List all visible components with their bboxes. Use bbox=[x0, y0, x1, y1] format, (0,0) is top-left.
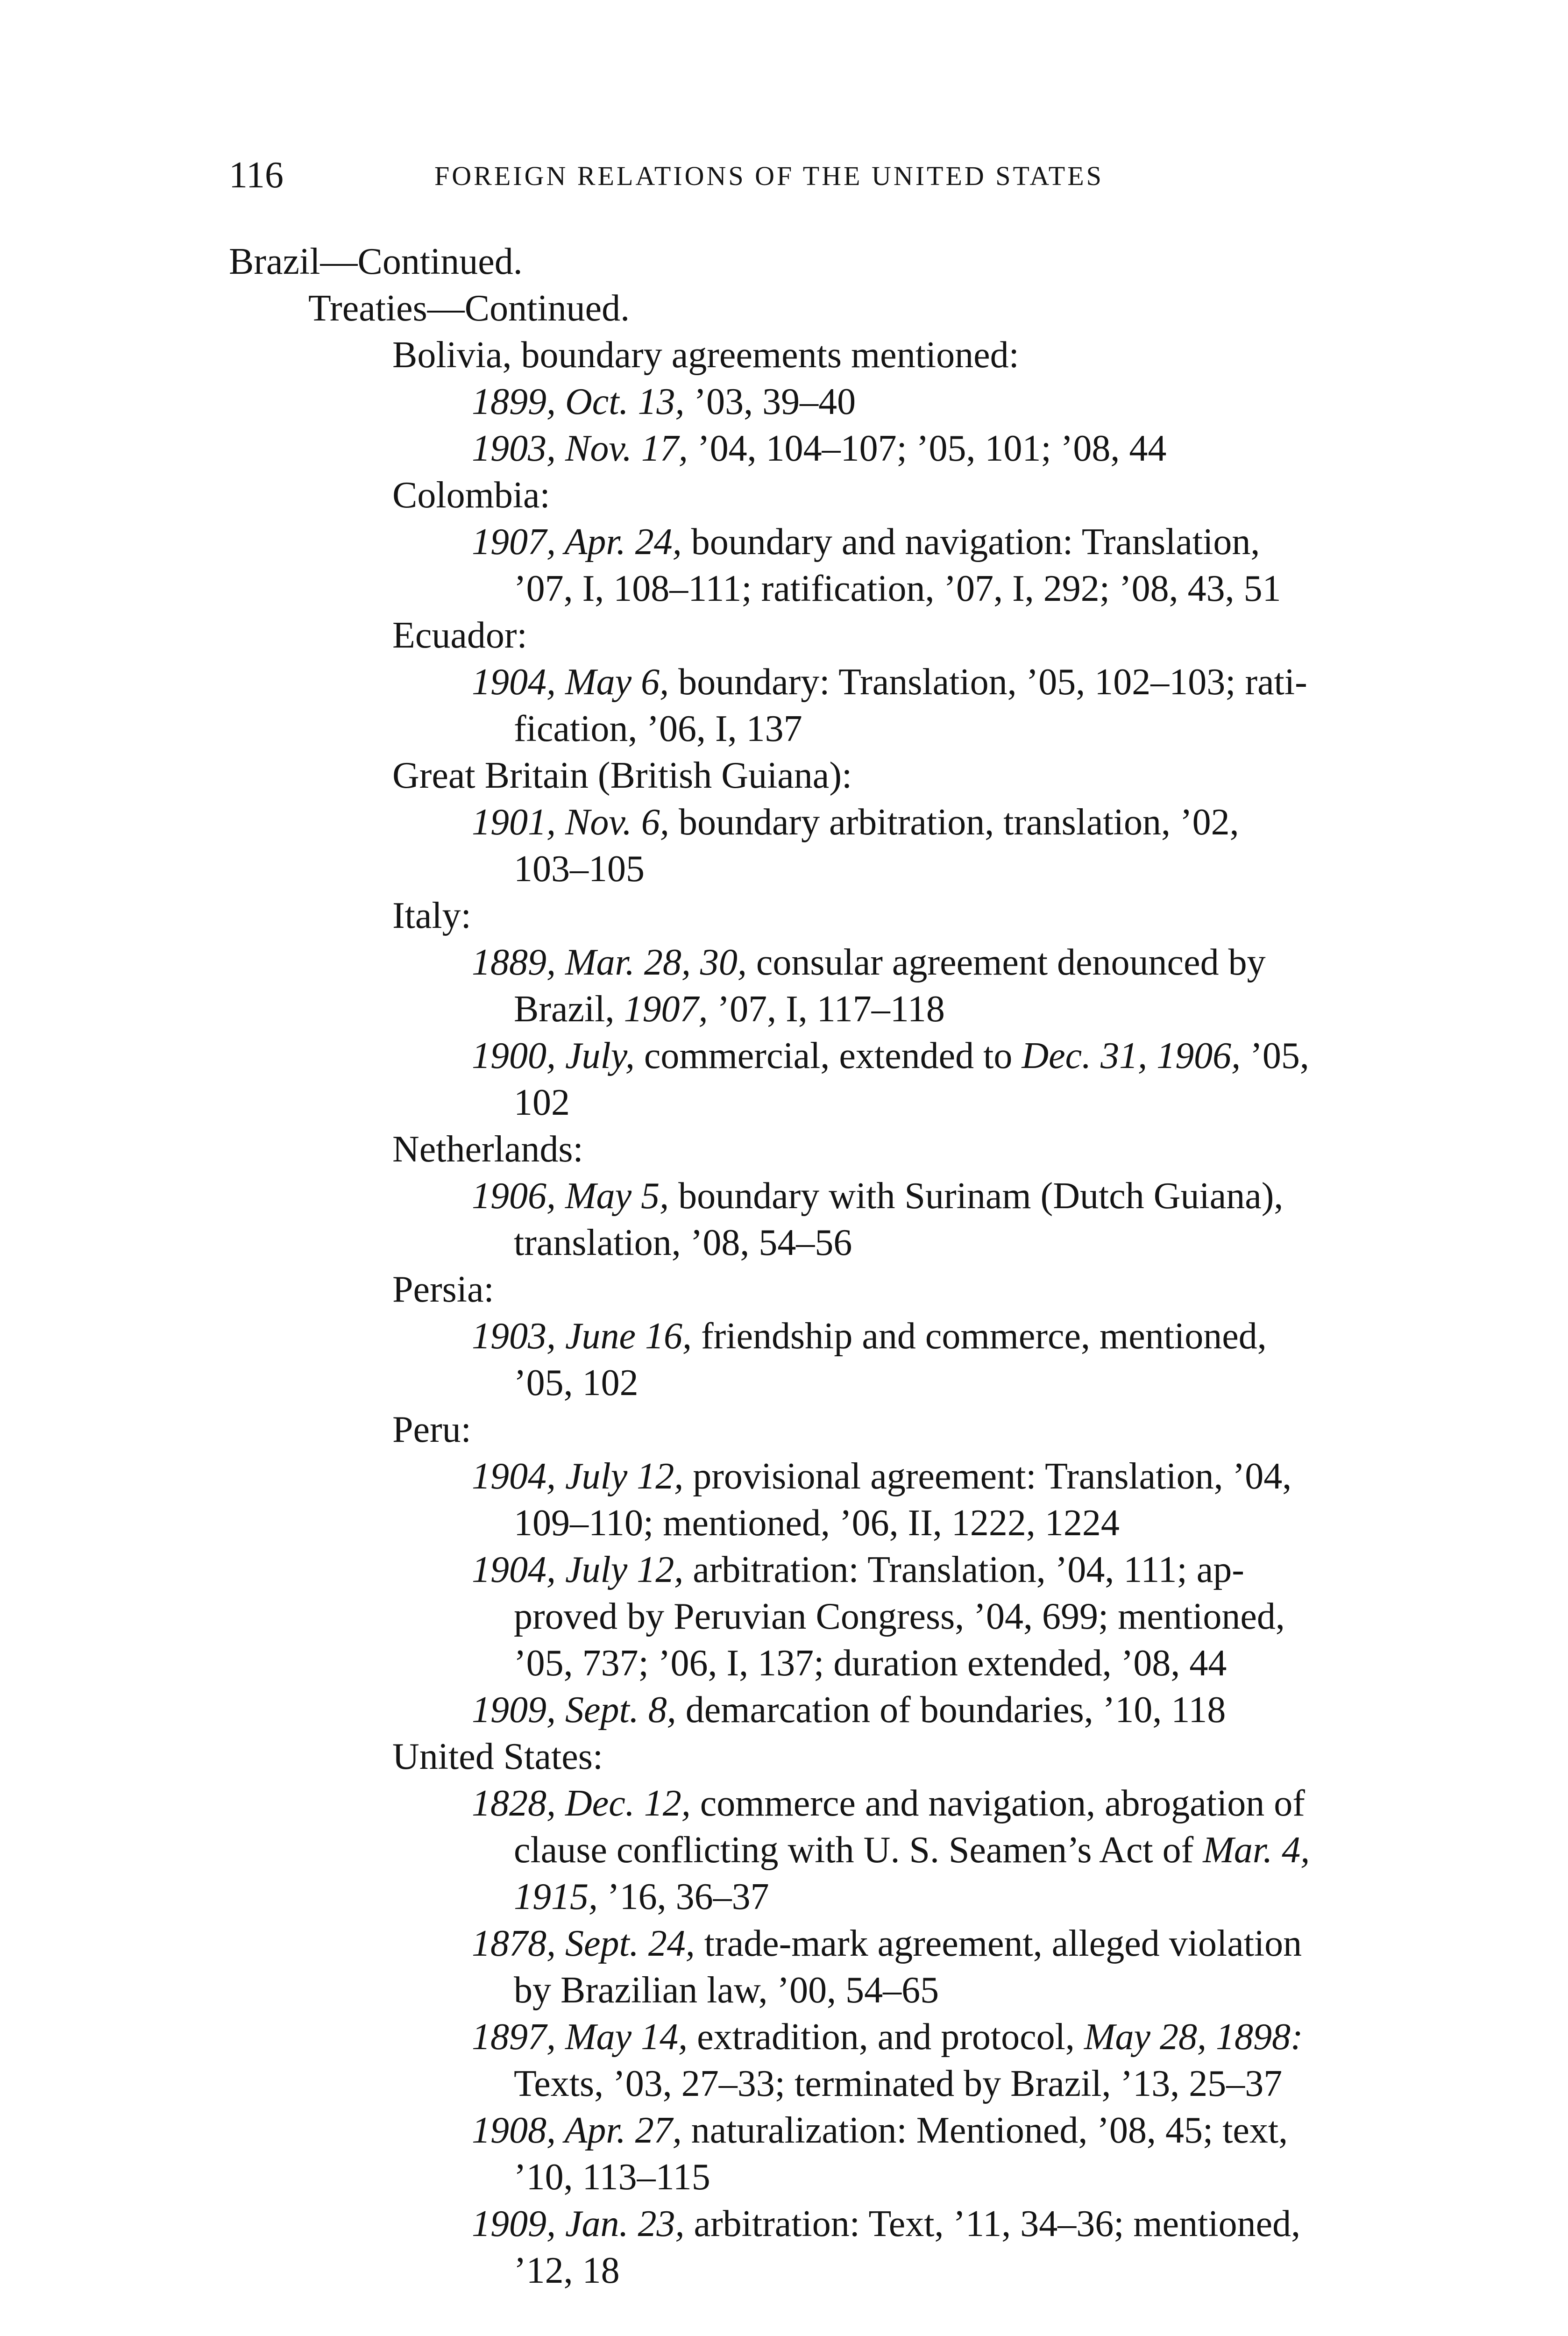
treaty-continuation: ’10, 113–115 bbox=[514, 2157, 710, 2198]
running-title: FOREIGN RELATIONS OF THE UNITED STATES bbox=[434, 161, 1104, 191]
treaty-date: 1889, Mar. 28, 30, bbox=[472, 942, 747, 983]
treaty-entry bbox=[472, 1313, 1267, 1360]
treaty-continuation: proved by Peruvian Congress, ’04, 699; mentioned, bbox=[514, 1596, 1285, 1637]
treaty-entry bbox=[472, 1546, 1244, 1593]
treaty-date: 1899, Oct. 13, bbox=[472, 381, 685, 422]
treaty-entry bbox=[472, 799, 1239, 846]
treaty-description: boundary and navigation: Translation, bbox=[691, 521, 1260, 563]
treaty-entry bbox=[472, 378, 856, 425]
page-header bbox=[229, 154, 1303, 196]
country-subheading: Great Britain (British Guiana): bbox=[392, 755, 852, 796]
treaty-description: demarcation of boundaries, ’10, 118 bbox=[685, 1689, 1226, 1731]
treaty-continuation: fication, ’06, I, 137 bbox=[514, 708, 802, 749]
treaty-entry bbox=[472, 2201, 1300, 2247]
treaty-description: friendship and commerce, mentioned, bbox=[701, 1316, 1267, 1357]
treaty-description: boundary with Surinam (Dutch Guiana), bbox=[678, 1175, 1284, 1217]
treaty-continuation: 102 bbox=[514, 1082, 570, 1123]
treaty-entry bbox=[472, 1920, 1302, 1967]
treaty-entry bbox=[472, 2014, 1303, 2060]
treaty-date: 1897, May 14, bbox=[472, 2016, 688, 2058]
treaty-date: 1906, May 5, bbox=[472, 1175, 669, 1217]
country-subheading: Netherlands: bbox=[392, 1129, 583, 1170]
continuation-text: Brazil, bbox=[514, 989, 615, 1030]
treaty-description: trade-mark agreement, alleged violation bbox=[704, 1923, 1302, 1964]
treaty-description: arbitration: Translation, ’04, 111; ap- bbox=[693, 1549, 1244, 1590]
treaty-date: 1903, Nov. 17, bbox=[472, 428, 688, 469]
section-heading: Treaties—Continued. bbox=[308, 288, 630, 329]
treaty-date: 1907, bbox=[624, 989, 708, 1030]
treaty-date: 1915, bbox=[514, 1876, 598, 1917]
treaty-entry bbox=[472, 1687, 1226, 1733]
treaty-continuation: 109–110; mentioned, ’06, II, 1222, 1224 bbox=[514, 1503, 1120, 1544]
treaty-date: 1909, Jan. 23, bbox=[472, 2203, 685, 2244]
country-subheading: Bolivia, boundary agreements mentioned: bbox=[392, 335, 1019, 376]
treaty-date: Mar. 4, bbox=[1203, 1830, 1310, 1871]
treaty-continuation: ’07, I, 108–111; ratification, ’07, I, 292; ’08, 43, 51 bbox=[514, 568, 1281, 609]
treaty-reference: ’03, 39–40 bbox=[694, 381, 856, 422]
treaty-continuation: 103–105 bbox=[514, 848, 645, 890]
treaty-continuation bbox=[514, 1873, 769, 1920]
treaty-date: 1904, July 12, bbox=[472, 1456, 684, 1497]
treaty-entry bbox=[472, 1780, 1305, 1827]
country-subheading: Persia: bbox=[392, 1269, 494, 1310]
treaty-continuation: Texts, ’03, 27–33; terminated by Brazil, ’13, 25–37 bbox=[514, 2063, 1283, 2104]
page-number: 116 bbox=[229, 155, 284, 196]
treaty-entry bbox=[472, 1453, 1291, 1500]
treaty-date: 1900, July, bbox=[472, 1035, 635, 1076]
treaty-date: 1901, Nov. 6, bbox=[472, 802, 669, 843]
treaty-reference: ’07, I, 117–118 bbox=[717, 989, 945, 1030]
treaty-entry bbox=[472, 519, 1260, 565]
continuation-text: clause conflicting with U. S. Seamen’s Act of bbox=[514, 1830, 1194, 1871]
treaty-reference: ’04, 104–107; ’05, 101; ’08, 44 bbox=[697, 428, 1167, 469]
treaty-date: 1907, Apr. 24, bbox=[472, 521, 682, 563]
treaty-entry bbox=[472, 1033, 1309, 1079]
treaty-entry bbox=[472, 939, 1266, 986]
treaty-date: 1828, Dec. 12, bbox=[472, 1783, 691, 1824]
treaty-entry bbox=[472, 1173, 1283, 1219]
treaty-continuation: translation, ’08, 54–56 bbox=[514, 1222, 852, 1263]
treaty-date: 1904, July 12, bbox=[472, 1549, 684, 1590]
treaty-description: commercial, extended to bbox=[644, 1035, 1013, 1076]
treaty-continuation bbox=[514, 986, 945, 1033]
treaty-description: naturalization: Mentioned, ’08, 45; text, bbox=[691, 2110, 1288, 2151]
treaty-date: Dec. 31, 1906, bbox=[1022, 1035, 1241, 1076]
country-subheading: United States: bbox=[392, 1736, 603, 1777]
treaty-reference: ’16, 36–37 bbox=[607, 1876, 769, 1917]
treaty-description: boundary: Translation, ’05, 102–103; rati- bbox=[678, 662, 1307, 703]
treaty-description: consular agreement denounced by bbox=[756, 942, 1266, 983]
treaty-continuation: ’12, 18 bbox=[514, 2250, 620, 2291]
treaty-continuation: ’05, 737; ’06, I, 137; duration extended, ’08, 44 bbox=[514, 1643, 1227, 1684]
treaty-continuation bbox=[514, 1827, 1310, 1873]
treaty-date: 1878, Sept. 24, bbox=[472, 1923, 695, 1964]
treaty-continuation: ’05, 102 bbox=[514, 1362, 639, 1403]
country-subheading: Ecuador: bbox=[392, 615, 527, 656]
treaty-description: provisional agreement: Translation, ’04, bbox=[693, 1456, 1292, 1497]
treaty-date: May 28, 1898: bbox=[1084, 2016, 1303, 2058]
treaty-entry bbox=[472, 659, 1307, 705]
country-heading: Brazil—Continued. bbox=[229, 241, 523, 282]
treaty-entry bbox=[472, 425, 1166, 472]
treaty-reference: ’05, bbox=[1250, 1035, 1309, 1076]
treaty-description: extradition, and protocol, bbox=[697, 2016, 1075, 2058]
country-subheading: Colombia: bbox=[392, 475, 550, 516]
country-subheading: Italy: bbox=[392, 895, 471, 936]
treaty-date: 1903, June 16, bbox=[472, 1316, 692, 1357]
treaty-description: boundary arbitration, translation, ’02, bbox=[678, 802, 1239, 843]
treaty-description: arbitration: Text, ’11, 34–36; mentioned, bbox=[694, 2203, 1301, 2244]
treaty-date: 1908, Apr. 27, bbox=[472, 2110, 682, 2151]
treaty-date: 1909, Sept. 8, bbox=[472, 1689, 676, 1731]
country-subheading: Peru: bbox=[392, 1409, 471, 1450]
treaty-entry bbox=[472, 2107, 1288, 2154]
treaty-date: 1904, May 6, bbox=[472, 662, 669, 703]
treaty-continuation: by Brazilian law, ’00, 54–65 bbox=[514, 1970, 939, 2011]
treaty-description: commerce and navigation, abrogation of bbox=[700, 1783, 1305, 1824]
